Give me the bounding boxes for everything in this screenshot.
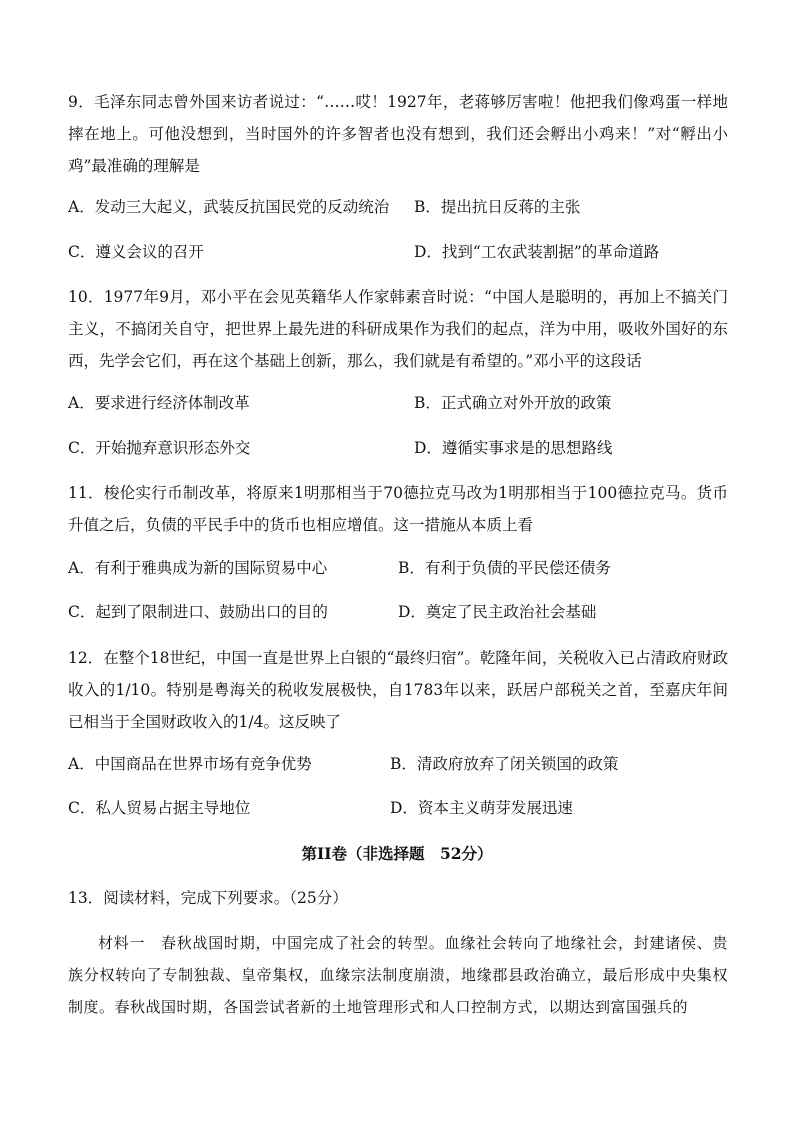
question-9-option-b: B．提出抗日反蒋的主张 [414,198,581,216]
question-9-option-d: D．找到“工农武装割据”的革命道路 [414,243,660,261]
question-11-option-d: D．奠定了民主政治社会基础 [398,603,597,621]
section-title: 第II卷（非选择题 52分） [301,844,493,863]
question-12-option-b: B．清政府放弃了闭关锁国的政策 [390,755,619,773]
question-12-stem: 12．在整个18世纪，中国一直是世界上白银的“最终归宿”。乾隆年间，关税收入已占清政府财政收入的1/10。特别是粤海关的税收发展极快，自1783年以来，跃居户部税关之首，至嘉庆年间已相当于全国财政收入的1/4。这反映了 [68,649,728,731]
question-9-stem: 9．毛泽东同志曾外国来访者说过：“……哎！1927年，老蒋够厉害啦！他把我们像鸡蛋一样地摔在地上。可他没想到，当时国外的许多智者也没有想到，我们还会孵出小鸡来！”对“孵出小鸡”最准确的理解是 [68,93,728,175]
question-12-option-c: C．私人贸易占据主导地位 [68,799,251,817]
question-10-option-c: C．开始抛弃意识形态外交 [68,439,251,457]
question-9-option-c: C．遵义会议的召开 [68,243,204,261]
question-10-option-d: D．遵循实事求是的思想路线 [414,439,613,457]
question-12-option-a: A．中国商品在世界市场有竞争优势 [68,755,312,773]
question-13-material: 材料一 春秋战国时期，中国完成了社会的转型。血缘社会转向了地缘社会，封建诸侯、贵族分权转向了专制独裁、皇帝集权，血缘宗法制度崩溃，地缘郡县政治确立，最后形成中央集权制度。春秋战国时期，各国尝试者新的土地管理形式和人口控制方式，以期达到富国强兵的 [68,934,728,1016]
question-13-stem: 13．阅读材料，完成下列要求。（25分） [68,889,348,907]
question-10-option-a: A．要求进行经济体制改革 [68,394,250,412]
question-10-option-b: B．正式确立对外开放的政策 [414,394,612,412]
question-11-option-c: C．起到了限制进口、鼓励出口的目的 [68,603,328,621]
question-10-stem: 10．1977年9月，邓小平在会见英籍华人作家韩素音时说：“中国人是聪明的，再加上不搞关门主义，不搞闭关自守，把世界上最先进的科研成果作为我们的起点，洋为中用，吸收外国好的东西，先学会它们，再在这个基础上创新，那么，我们就是有希望的。”邓小平的这段话 [68,288,728,370]
question-11-stem: 11．梭伦实行币制改革，将原来1明那相当于70德拉克马改为1明那相当于100德拉克马。货币升值之后，负债的平民手中的货币也相应增值。这一措施从本质上看 [68,484,728,534]
question-9-option-a: A．发动三大起义，武装反抗国民党的反动统治 [68,198,390,216]
question-11-option-a: A．有利于雅典成为新的国际贸易中心 [68,559,328,577]
question-11-option-b: B．有利于负债的平民偿还债务 [398,559,611,577]
question-12-option-d: D．资本主义萌芽发展迅速 [390,799,573,817]
